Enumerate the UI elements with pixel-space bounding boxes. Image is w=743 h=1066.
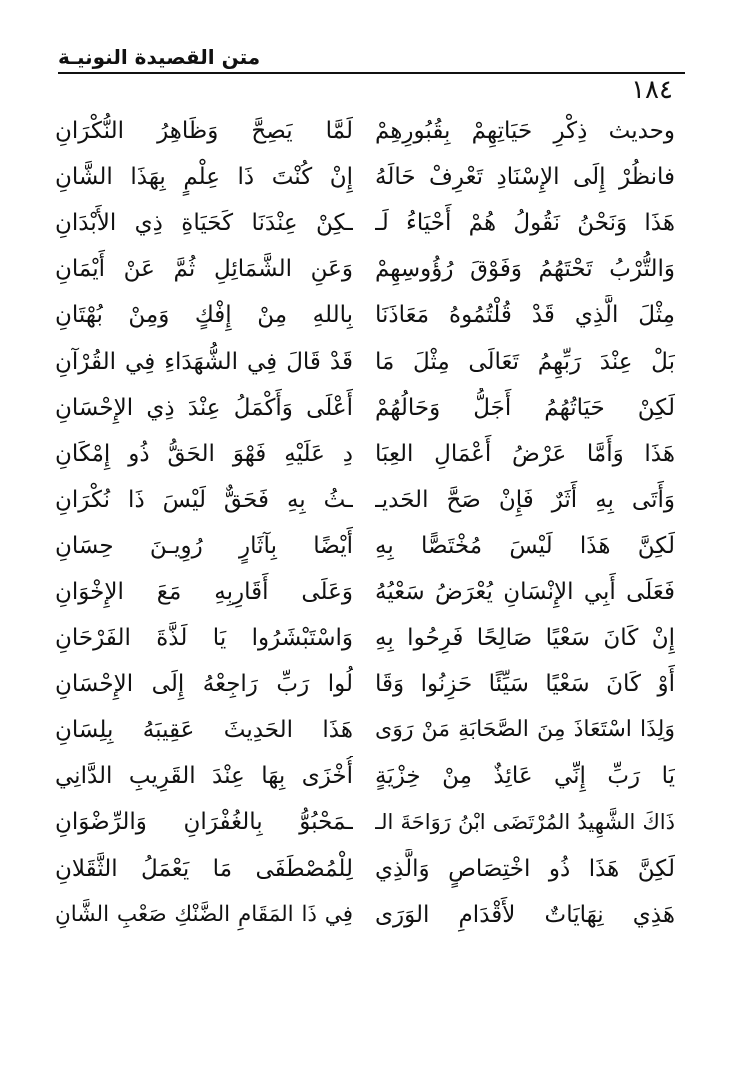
second-hemistich: أَعْلَى وَأَكْمَلُ عِنْدَ ذِي الإِحْسَانِ [55, 394, 353, 421]
second-hemistich: بِاللهِ مِنْ إِفْكٍ وَمِنْ بُهْتَانِ [55, 302, 353, 329]
verse-line [0, 615, 743, 661]
page-number: ١٨٤ [631, 75, 673, 105]
second-hemistich: ـمَحْبُوُّ بِالغُفْرَانِ وَالرِّضْوَانِ [55, 809, 353, 836]
verse-line [0, 799, 743, 845]
second-hemistich: أَيْضًا بِآثَارٍ رُوِيـنَ حِسَانِ [55, 532, 353, 559]
verse-line [0, 523, 743, 569]
verse-line [0, 200, 743, 246]
first-hemistich: هَذَا وَنَحْنُ نَقُولُ هُمْ أَحْيَاءُ لَـ [375, 210, 675, 237]
verse-line [0, 108, 743, 154]
second-hemistich: إِنْ كُنْتَ ذَا عِلْمٍ بِهَذَا الشَّانِ [55, 164, 353, 191]
first-hemistich: هَذَا وَأَمَّا عَرْضُ أَعْمَالِ العِبَا [375, 440, 675, 467]
book-title: متن القصيدة النونيـة [58, 45, 261, 69]
poem-verses [0, 108, 743, 938]
second-hemistich: دِ عَلَيْهِ فَهْوَ الحَقُّ ذُو إِمْكَانِ [55, 440, 353, 467]
first-hemistich: هَذِي نِهَايَاتٌ لأَقْدَامِ الوَرَى [375, 901, 675, 928]
second-hemistich: وَعَلَى أَقَارِبِهِ مَعَ الإِخْوَانِ [55, 578, 353, 605]
verse-line [0, 753, 743, 799]
running-header [58, 40, 685, 70]
verse-line [0, 338, 743, 384]
verse-line [0, 154, 743, 200]
verse-line [0, 661, 743, 707]
second-hemistich: قَدْ قَالَ فِي الشُّهَدَاءِ فِي القُرْآنِ [55, 348, 353, 375]
verse-line [0, 846, 743, 892]
verse-line [0, 707, 743, 753]
first-hemistich: وَالتُّرْبُ تَحْتَهُمُ وَفَوْقَ رُؤُوسِهِمْ [375, 256, 675, 283]
verse-line [0, 892, 743, 938]
first-hemistich: لَكِنْ حَيَاتُهُمُ أَجَلُّ وَحَالُهُمْ [375, 394, 675, 421]
verse-line [0, 477, 743, 523]
second-hemistich: لِلْمُصْطَفَى مَا يَعْمَلُ الثَّقَلانِ [55, 855, 353, 882]
verse-line [0, 246, 743, 292]
verse-line [0, 569, 743, 615]
second-hemistich: وَعَنِ الشَّمَائِلِ ثُمَّ عَنْ أَيْمَانِ [55, 256, 353, 283]
first-hemistich: فانظُرْ إِلَى الإِسْنَادِ تَعْرِفْ حَالَهُ [375, 164, 675, 191]
second-hemistich: لُوا رَبِّ رَاجِعْهُ إِلَى الإِحْسَانِ [55, 671, 353, 698]
second-hemistich: ـكِنْ عِنْدَنَا كَحَيَاةِ ذِي الأَبْدَانِ [55, 210, 353, 237]
first-hemistich: وحديث ذِكْرِ حَيَاتِهِمْ بِقُبُورِهِمْ [375, 118, 675, 145]
first-hemistich: وَلِذَا اسْتَعَاذَ مِنَ الصَّحَابَةِ مَنْ رَوَى [375, 717, 675, 743]
verse-line [0, 385, 743, 431]
first-hemistich: لَكِنَّ هَذَا ذُو اخْتِصَاصٍ وَالَّذِي [375, 855, 675, 882]
second-hemistich: فِي ذَا المَقَامِ الضَّنْكِ صَعْبِ الشَّانِ [55, 901, 353, 927]
first-hemistich: بَلْ عِنْدَ رَبِّهِمُ تَعَالَى مِثْلَ مَا [375, 348, 675, 375]
second-hemistich: أُخْزَى بِهَا عِنْدَ القَرِيبِ الدَّانِي [55, 763, 353, 790]
first-hemistich: يَا رَبِّ إِنِّي عَائِذٌ مِنْ خِزْيَةٍ [375, 763, 675, 790]
first-hemistich: إِنْ كَانَ سَعْيًا صَالِحًا فَرِحُوا بِهِ [375, 625, 675, 652]
header-rule [58, 72, 685, 74]
first-hemistich: مِثْلَ الَّذِي قَدْ قُلْتُمُوهُ مَعَاذَنَا [375, 302, 675, 329]
second-hemistich: هَذَا الحَدِيثَ عَقِيبَهُ بِلِسَانِ [55, 717, 353, 744]
second-hemistich: لَمَّا يَصِحَّ وَظَاهِرُ النُّكْرَانِ [55, 118, 353, 145]
second-hemistich: وَاسْتَبْشَرُوا يَا لَذَّةَ الفَرْحَانِ [55, 625, 353, 652]
first-hemistich: وَأَتَى بِهِ أَثَرٌ فَإِنْ صَحَّ الحَديـ [375, 486, 675, 513]
first-hemistich: ذَاكَ الشَّهِيدُ المُرْتَضَى ابْنُ رَوَاحَةَ الـ [375, 810, 675, 835]
verse-line [0, 431, 743, 477]
verse-line [0, 292, 743, 338]
second-hemistich: ـثُ بِهِ فَحَقٌّ لَيْسَ ذَا نُكْرَانِ [55, 486, 353, 513]
first-hemistich: أَوْ كَانَ سَعْيًا سَيِّئًا حَزِنُوا وَقَا [375, 671, 675, 698]
first-hemistich: فَعَلَى أَبِي الإِنْسَانِ يُعْرَضُ سَعْيُهُ [375, 578, 675, 605]
first-hemistich: لَكِنَّ هَذَا لَيْسَ مُخْتَصًّا بِهِ [375, 532, 675, 559]
